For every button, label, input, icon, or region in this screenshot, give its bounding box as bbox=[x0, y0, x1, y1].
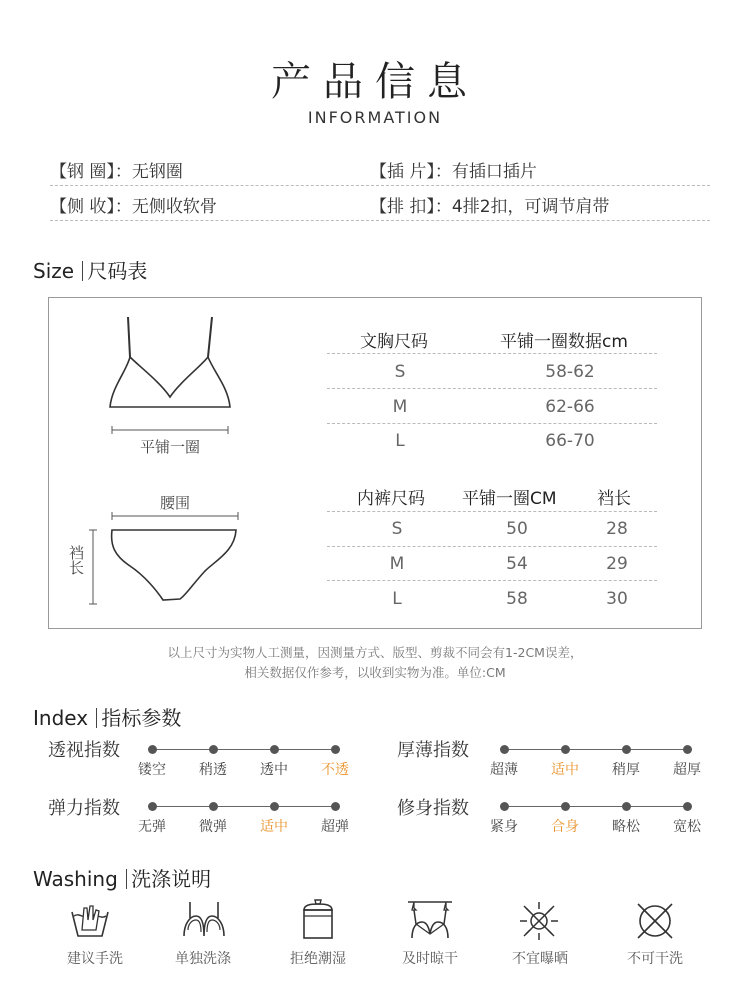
table-cell: 28 bbox=[606, 519, 628, 539]
washing-heading-cn: 洗涤说明 bbox=[131, 867, 212, 891]
table-cell: 30 bbox=[606, 589, 628, 609]
wash-label-dry: 及时晾干 bbox=[402, 951, 458, 967]
crotch-caption: 裆长 bbox=[67, 545, 85, 575]
table-cell: 29 bbox=[606, 554, 628, 574]
table-divider bbox=[327, 423, 657, 424]
index-scale-dot bbox=[209, 802, 218, 811]
spec-value: 4排2扣，可调节肩带 bbox=[451, 197, 610, 217]
index-option-selected: 适中 bbox=[551, 762, 579, 778]
panty-diagram-icon bbox=[85, 526, 245, 608]
spec-label: 【插 片】： bbox=[370, 162, 452, 182]
index-option: 无弹 bbox=[138, 819, 166, 835]
size-heading bbox=[33, 255, 147, 284]
index-scale-dot bbox=[683, 802, 692, 811]
table-cell: 62-66 bbox=[545, 397, 595, 417]
index-scale-dot bbox=[561, 802, 570, 811]
no-sun-icon bbox=[518, 900, 560, 942]
bra-caption: 平铺一圈 bbox=[139, 438, 200, 456]
waist-caption: 腰围 bbox=[159, 494, 190, 512]
spec-value: 有插口插片 bbox=[451, 162, 537, 182]
table-divider bbox=[327, 388, 657, 389]
index-label: 修身指数 bbox=[397, 798, 469, 819]
size-note-line2: 相关数据仅作参考，以收到实物为准。单位:CM bbox=[244, 665, 506, 680]
table-cell: M bbox=[392, 397, 408, 417]
bra-measure-line bbox=[110, 426, 230, 434]
no-dry-clean-icon bbox=[634, 900, 676, 942]
table-cell: S bbox=[394, 362, 406, 382]
index-scale-dot bbox=[331, 802, 340, 811]
index-label: 厚薄指数 bbox=[397, 740, 469, 761]
index-heading-en: Index bbox=[33, 706, 89, 730]
index-option-selected: 适中 bbox=[260, 819, 288, 835]
table-cell: 58-62 bbox=[545, 362, 595, 382]
index-scale-dot bbox=[331, 745, 340, 754]
index-scale-dot bbox=[683, 745, 692, 754]
wash-label-hand-wash: 建议手洗 bbox=[67, 951, 123, 967]
spec-hooks bbox=[370, 192, 610, 217]
table-cell: 54 bbox=[506, 554, 528, 574]
index-label: 弹力指数 bbox=[48, 798, 120, 819]
index-option: 稍透 bbox=[199, 762, 227, 778]
bra-icon bbox=[182, 900, 226, 940]
table-cell: 58 bbox=[506, 589, 528, 609]
wash-label-no-sun: 不宜曝晒 bbox=[512, 951, 568, 967]
index-scale-dot bbox=[561, 745, 570, 754]
hand-wash-icon bbox=[68, 900, 112, 940]
index-heading bbox=[33, 702, 181, 731]
spec-side-support bbox=[50, 192, 217, 217]
index-heading-cn: 指标参数 bbox=[101, 706, 182, 730]
index-scale-dot bbox=[500, 745, 509, 754]
spec-insert bbox=[370, 157, 537, 182]
index-scale-line bbox=[152, 806, 335, 807]
index-option: 镂空 bbox=[138, 762, 166, 778]
spec-value: 无钢圈 bbox=[131, 162, 183, 182]
table-cell: L bbox=[392, 589, 402, 609]
spec-steel-ring bbox=[50, 157, 183, 182]
table-divider bbox=[327, 353, 657, 354]
index-scale-dot bbox=[500, 802, 509, 811]
index-option: 超薄 bbox=[490, 762, 518, 778]
spec-label: 【侧 收】： bbox=[50, 197, 132, 217]
panty-table-header-measure: 平铺一圈CM bbox=[462, 489, 557, 509]
index-option: 超厚 bbox=[673, 762, 701, 778]
panty-table-header-crotch: 裆长 bbox=[597, 489, 631, 509]
index-option: 宽松 bbox=[673, 819, 701, 835]
size-heading-cn: 尺码表 bbox=[87, 259, 148, 283]
index-option: 稍厚 bbox=[612, 762, 640, 778]
index-option: 紧身 bbox=[490, 819, 518, 835]
index-scale-dot bbox=[148, 802, 157, 811]
bra-table-header-measure: 平铺一圈数据cm bbox=[500, 332, 628, 352]
bra-diagram-icon bbox=[100, 312, 240, 422]
index-option-selected: 合身 bbox=[551, 819, 579, 835]
index-option: 透中 bbox=[260, 762, 288, 778]
index-option: 超弹 bbox=[321, 819, 349, 835]
page-title: 产品信息 bbox=[271, 59, 479, 105]
index-scale-dot bbox=[622, 745, 631, 754]
table-cell: 50 bbox=[506, 519, 528, 539]
index-label: 透视指数 bbox=[48, 740, 120, 761]
jar-icon bbox=[298, 898, 338, 942]
hanging-dry-icon bbox=[406, 898, 454, 942]
index-option: 微弹 bbox=[199, 819, 227, 835]
index-scale-dot bbox=[270, 745, 279, 754]
index-scale-line bbox=[504, 749, 687, 750]
spec-value: 无侧收软骨 bbox=[131, 197, 217, 217]
washing-heading bbox=[33, 863, 211, 892]
panty-table-header-size: 内裤尺码 bbox=[357, 489, 425, 509]
index-scale-dot bbox=[622, 802, 631, 811]
wash-label-no-dry-clean: 不可干洗 bbox=[627, 951, 683, 967]
index-scale-dot bbox=[148, 745, 157, 754]
size-note-line1: 以上尺寸为实物人工测量，因测量方式、版型、剪裁不同会有1-2CM误差， bbox=[167, 645, 583, 660]
index-option-selected: 不透 bbox=[321, 762, 349, 778]
size-heading-en: Size bbox=[33, 259, 75, 283]
divider bbox=[50, 185, 710, 186]
table-divider bbox=[327, 546, 657, 547]
index-scale-dot bbox=[270, 802, 279, 811]
index-scale-line bbox=[504, 806, 687, 807]
table-cell: S bbox=[391, 519, 403, 539]
table-divider bbox=[327, 580, 657, 581]
table-divider bbox=[327, 511, 657, 512]
bra-table-header-size: 文胸尺码 bbox=[360, 332, 428, 352]
table-cell: M bbox=[389, 554, 405, 574]
wash-label-separate: 单独洗涤 bbox=[175, 951, 231, 967]
wash-label-no-damp: 拒绝潮湿 bbox=[290, 951, 346, 967]
waist-measure-line bbox=[110, 512, 240, 520]
index-option: 略松 bbox=[612, 819, 640, 835]
spec-label: 【排 扣】： bbox=[370, 197, 452, 217]
table-cell: L bbox=[395, 431, 405, 451]
divider bbox=[50, 220, 710, 221]
table-cell: 66-70 bbox=[545, 431, 595, 451]
washing-heading-en: Washing bbox=[33, 867, 118, 891]
spec-label: 【钢 圈】： bbox=[50, 162, 132, 182]
index-scale-line bbox=[152, 749, 335, 750]
page-subtitle: INFORMATION bbox=[307, 108, 443, 127]
index-scale-dot bbox=[209, 745, 218, 754]
